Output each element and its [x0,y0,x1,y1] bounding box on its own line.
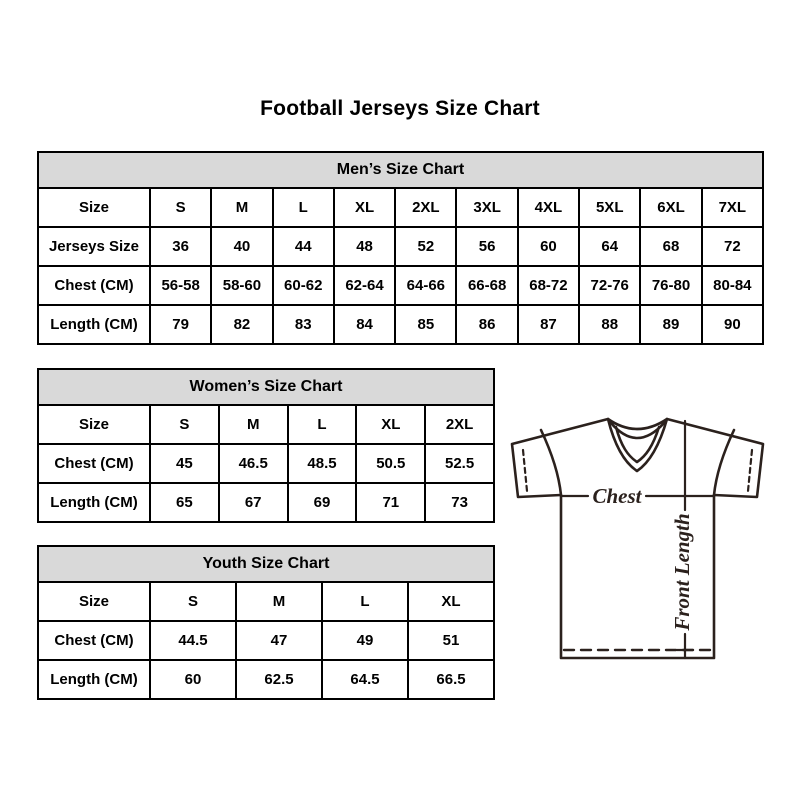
value-cell: 51 [408,621,494,660]
row-label-cell: Size [38,582,150,621]
table-row [38,582,494,621]
value-cell: 48.5 [288,444,357,483]
mens-size-chart-table [37,151,764,345]
value-cell: 83 [273,305,334,344]
value-cell: 82 [211,305,272,344]
value-cell: 40 [211,227,272,266]
table-row [38,660,494,699]
value-cell: 89 [640,305,701,344]
table-title: Men’s Size Chart [38,152,763,188]
value-cell: L [322,582,408,621]
table-row [38,405,494,444]
value-cell: 71 [356,483,425,522]
value-cell: 84 [334,305,395,344]
value-cell: 49 [322,621,408,660]
value-cell: 50.5 [356,444,425,483]
value-cell: 2XL [395,188,456,227]
value-cell: XL [356,405,425,444]
right-sleeve-seam [714,430,734,495]
table-row [38,483,494,522]
table-row [38,444,494,483]
table-row [38,188,763,227]
value-cell: 52.5 [425,444,494,483]
table-row [38,305,763,344]
value-cell: XL [334,188,395,227]
left-sleeve-seam [541,430,561,495]
value-cell: 76-80 [640,266,701,305]
table-header-row [38,152,763,188]
table-title: Youth Size Chart [38,546,494,582]
value-cell: 62.5 [236,660,322,699]
youth-size-chart-table [37,545,495,700]
value-cell: 56-58 [150,266,211,305]
table-row [38,621,494,660]
value-cell: 58-60 [211,266,272,305]
value-cell: 45 [150,444,219,483]
value-cell: 66-68 [456,266,517,305]
value-cell: 65 [150,483,219,522]
value-cell: 6XL [640,188,701,227]
value-cell: 64 [579,227,640,266]
value-cell: S [150,582,236,621]
value-cell: 67 [219,483,288,522]
value-cell: 64.5 [322,660,408,699]
row-label-cell: Length (CM) [38,305,150,344]
value-cell: 3XL [456,188,517,227]
value-cell: 44.5 [150,621,236,660]
row-label-cell: Chest (CM) [38,444,150,483]
value-cell: 46.5 [219,444,288,483]
value-cell: 48 [334,227,395,266]
value-cell: M [219,405,288,444]
value-cell: 87 [518,305,579,344]
value-cell: 36 [150,227,211,266]
front-length-label: Front Length [669,513,694,631]
value-cell: 47 [236,621,322,660]
value-cell: 60 [518,227,579,266]
row-label-cell: Chest (CM) [38,621,150,660]
value-cell: 86 [456,305,517,344]
value-cell: 44 [273,227,334,266]
jersey-measurement-diagram [500,400,800,680]
value-cell: 60 [150,660,236,699]
table-header-row [38,546,494,582]
value-cell: 73 [425,483,494,522]
value-cell: 79 [150,305,211,344]
value-cell: XL [408,582,494,621]
value-cell: 80-84 [702,266,763,305]
value-cell: 72 [702,227,763,266]
table-title: Women’s Size Chart [38,369,494,405]
value-cell: L [288,405,357,444]
value-cell: 56 [456,227,517,266]
value-cell: 68-72 [518,266,579,305]
row-label-cell: Size [38,188,150,227]
page-title: Football Jerseys Size Chart [260,97,540,120]
value-cell: 68 [640,227,701,266]
table-row [38,227,763,266]
value-cell: 5XL [579,188,640,227]
value-cell: 2XL [425,405,494,444]
chest-label: Chest [592,484,642,508]
row-label-cell: Length (CM) [38,483,150,522]
value-cell: 64-66 [395,266,456,305]
value-cell: 66.5 [408,660,494,699]
value-cell: 72-76 [579,266,640,305]
value-cell: 69 [288,483,357,522]
value-cell: 62-64 [334,266,395,305]
table-row [38,266,763,305]
womens-size-chart-table [37,368,495,523]
value-cell: 88 [579,305,640,344]
row-label-cell: Length (CM) [38,660,150,699]
row-label-cell: Size [38,405,150,444]
row-label-cell: Chest (CM) [38,266,150,305]
value-cell: 7XL [702,188,763,227]
value-cell: S [150,405,219,444]
row-label-cell: Jerseys Size [38,227,150,266]
value-cell: 60-62 [273,266,334,305]
value-cell: L [273,188,334,227]
right-cuff-dashed-line [748,450,752,491]
value-cell: 52 [395,227,456,266]
value-cell: 85 [395,305,456,344]
value-cell: 90 [702,305,763,344]
value-cell: M [211,188,272,227]
jersey-outline [512,419,763,658]
value-cell: 4XL [518,188,579,227]
left-cuff-dashed-line [523,450,527,491]
table-header-row [38,369,494,405]
value-cell: S [150,188,211,227]
value-cell: M [236,582,322,621]
